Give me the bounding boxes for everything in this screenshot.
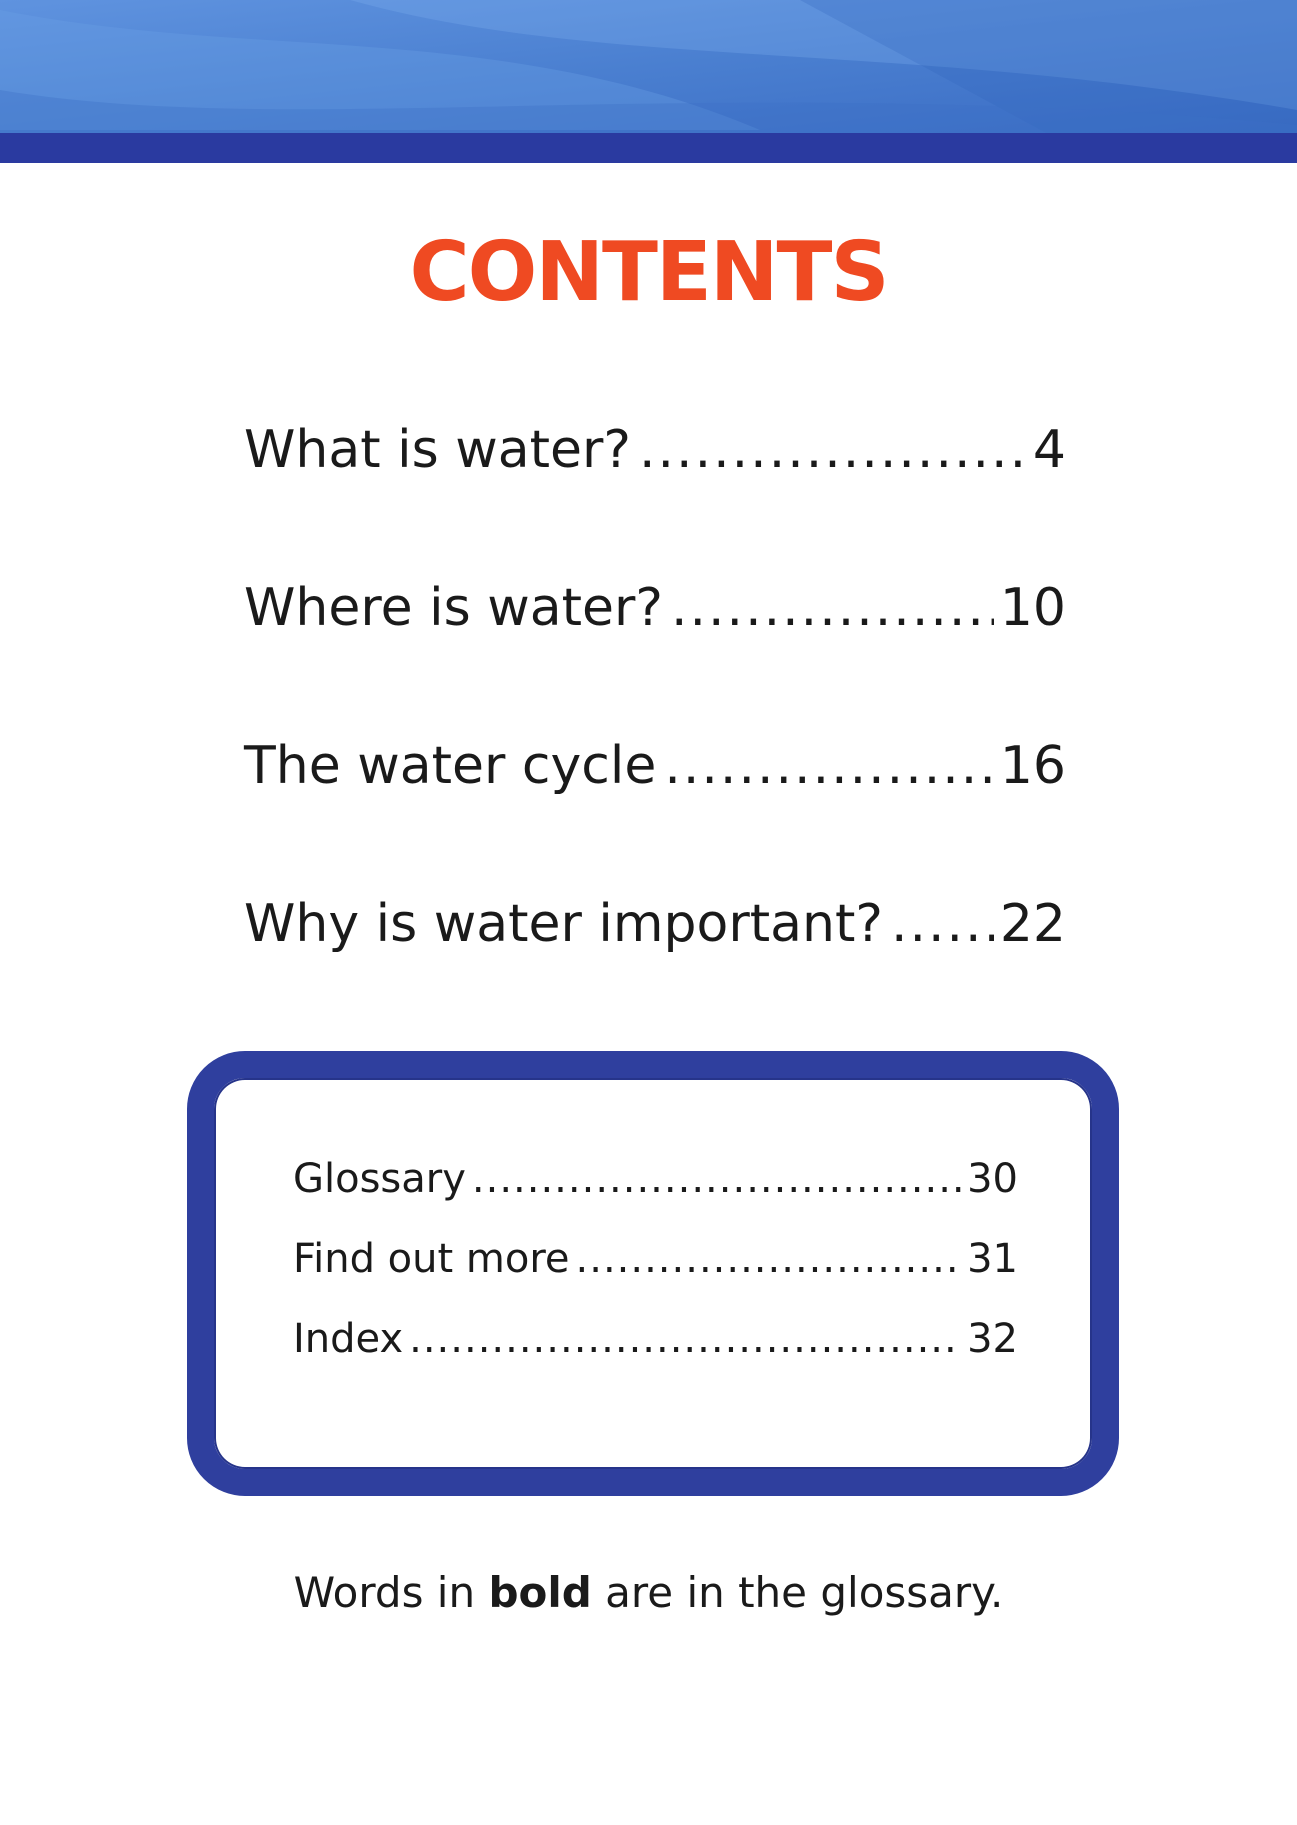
toc-entry-title: Why is water important? [244, 894, 883, 954]
dot-leader [409, 1315, 961, 1363]
dot-leader [639, 420, 1027, 480]
back-matter-page: 32 [967, 1316, 1018, 1362]
header-banner [0, 0, 1297, 163]
back-matter-title: Glossary [293, 1156, 466, 1202]
toc-entry[interactable] [244, 736, 1066, 796]
back-matter-entry[interactable] [293, 1235, 1018, 1283]
toc-entry-page: 16 [999, 736, 1066, 796]
dot-leader [664, 736, 994, 796]
back-matter-page: 30 [967, 1156, 1018, 1202]
back-matter-title: Index [293, 1316, 404, 1362]
back-matter-title: Find out more [293, 1236, 570, 1282]
glossary-note [0, 1568, 1297, 1618]
toc-entry-page: 4 [1032, 420, 1066, 480]
back-matter-entry[interactable] [293, 1155, 1018, 1203]
toc-entry[interactable] [244, 894, 1066, 954]
dot-leader [891, 894, 994, 954]
dot-leader [576, 1235, 962, 1283]
dot-leader [671, 578, 994, 638]
note-text-before: Words in [293, 1568, 489, 1617]
note-bold-word: bold [488, 1568, 592, 1617]
toc-entry-title: Where is water? [244, 578, 663, 638]
toc-entry[interactable] [244, 420, 1066, 480]
dot-leader [472, 1155, 961, 1203]
toc-entry-title: The water cycle [244, 736, 657, 796]
toc-entry[interactable] [244, 578, 1066, 638]
note-text-after: are in the glossary. [591, 1568, 1004, 1617]
back-matter-entry[interactable] [293, 1315, 1018, 1363]
toc-entry-page: 22 [999, 894, 1066, 954]
contents-heading: CONTENTS [409, 225, 888, 320]
back-matter-page: 31 [967, 1236, 1018, 1282]
banner-graphic [0, 0, 1297, 163]
toc-entry-title: What is water? [244, 420, 631, 480]
toc-entry-page: 10 [999, 578, 1066, 638]
